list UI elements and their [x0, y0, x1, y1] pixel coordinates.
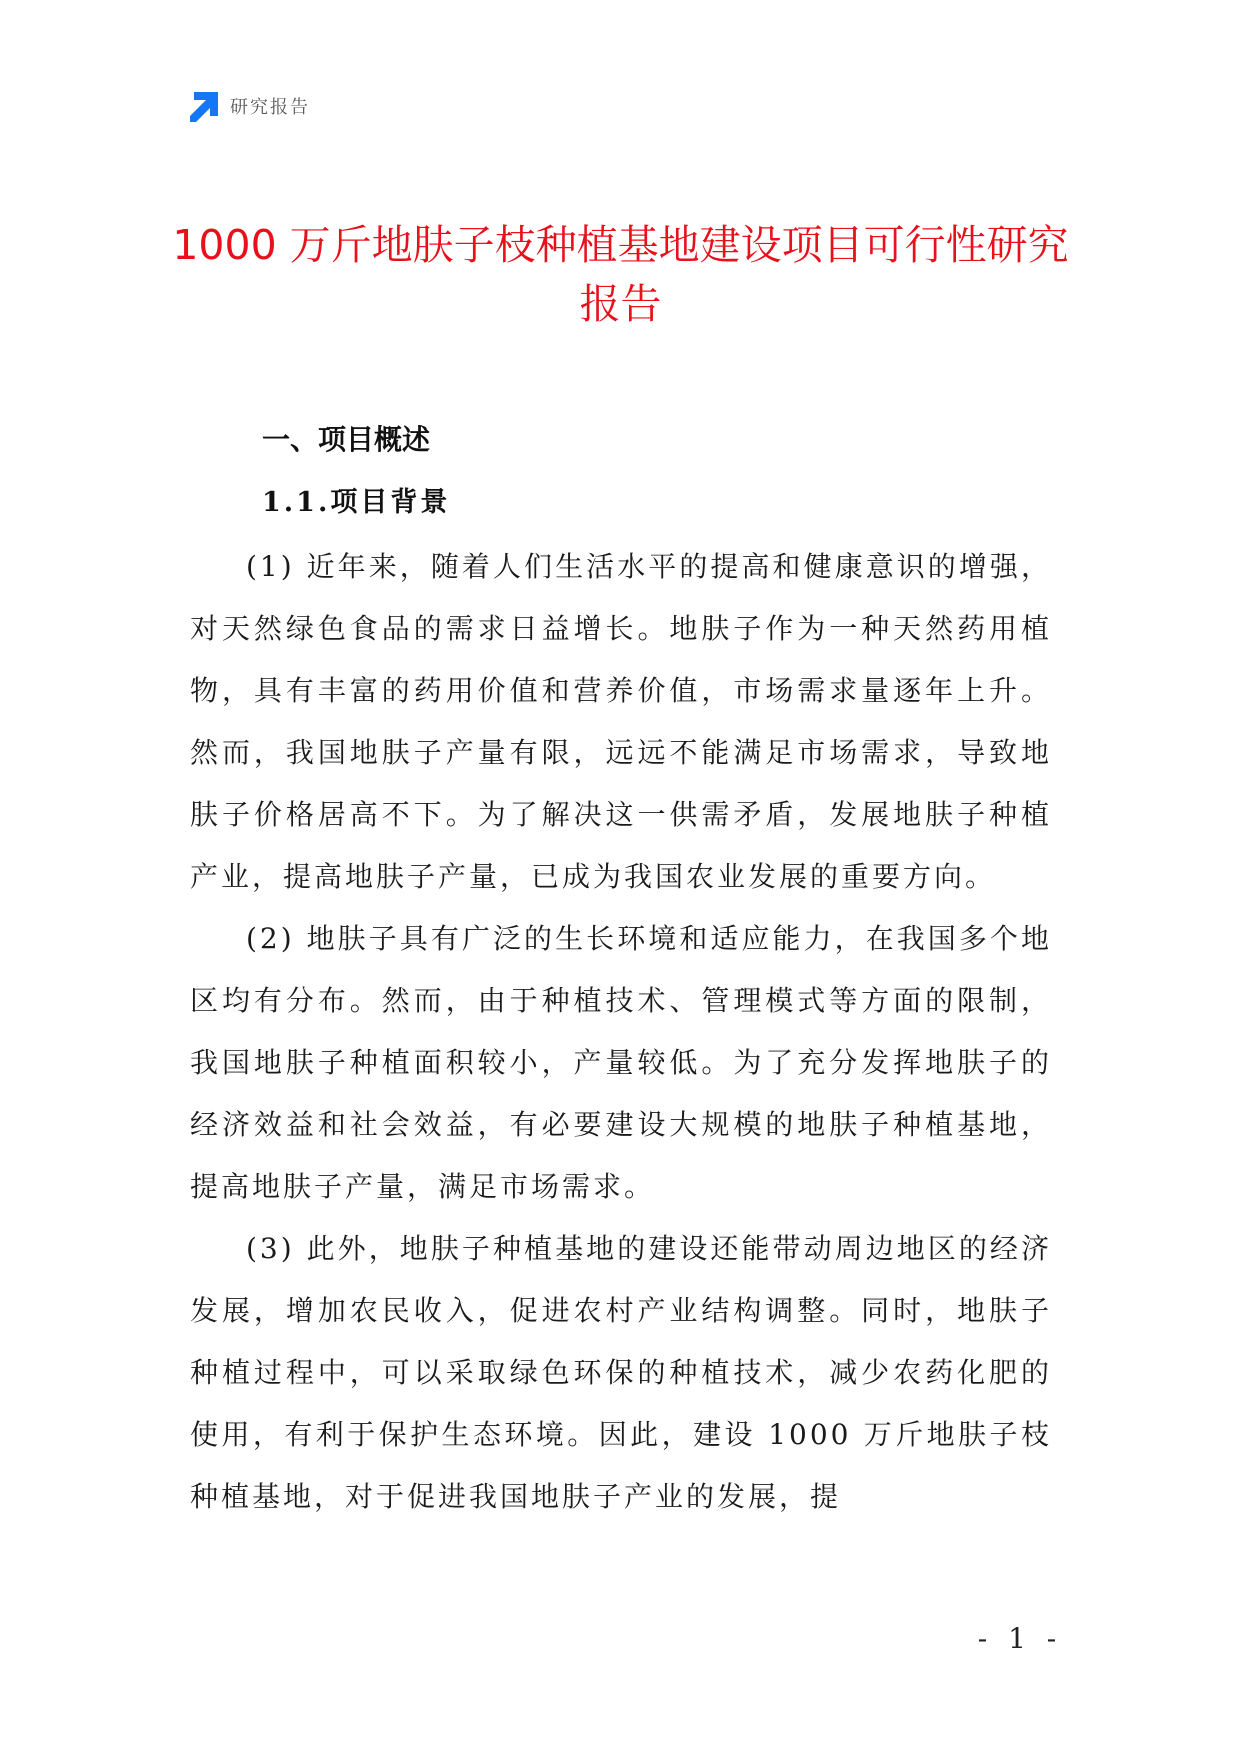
header-label: 研究报告 [230, 97, 310, 118]
page-number: - 1 - [977, 1622, 1063, 1655]
paragraph-1: (1) 近年来，随着人们生活水平的提高和健康意识的增强，对天然绿色食品的需求日益增长。地肤子作为一种天然药用植物，具有丰富的药用价值和营养价值，市场需求量逐年上升。然而，我国地肤子产量有限，远远不能满足市场需求，导致地肤子价格居高不下。为了解决这一供需矛盾，发展地肤子种植产业，提高地肤子产量，已成为我国农业发展的重要方向。 [190, 550, 1052, 893]
document-title: 1000 万斤地肤子枝种植基地建设项目可行性研究报告 [172, 221, 1069, 328]
arrow-up-right-icon [188, 90, 220, 122]
section-heading: 一、项目概述 [262, 423, 431, 456]
body-text [190, 536, 1052, 1528]
paragraph-2: (2) 地肤子具有广泛的生长环境和适应能力，在我国多个地区均有分布。然而，由于种植技术、管理模式等方面的限制，我国地肤子种植面积较小，产量较低。为了充分发挥地肤子的经济效益和社会效益，有必要建设大规模的地肤子种植基地，提高地肤子产量，满足市场需求。 [190, 922, 1052, 1203]
subsection-heading: 1.1.项目背景 [262, 487, 451, 518]
report-header [188, 88, 310, 124]
paragraph-3: (3) 此外，地肤子种植基地的建设还能带动周边地区的经济发展，增加农民收入，促进农村产业结构调整。同时，地肤子种植过程中，可以采取绿色环保的种植技术，减少农药化肥的使用，有利于保护生态环境。因此，建设 1000 万斤地肤子枝种植基地，对于促进我国地肤子产业的发展，提 [190, 1232, 1052, 1513]
